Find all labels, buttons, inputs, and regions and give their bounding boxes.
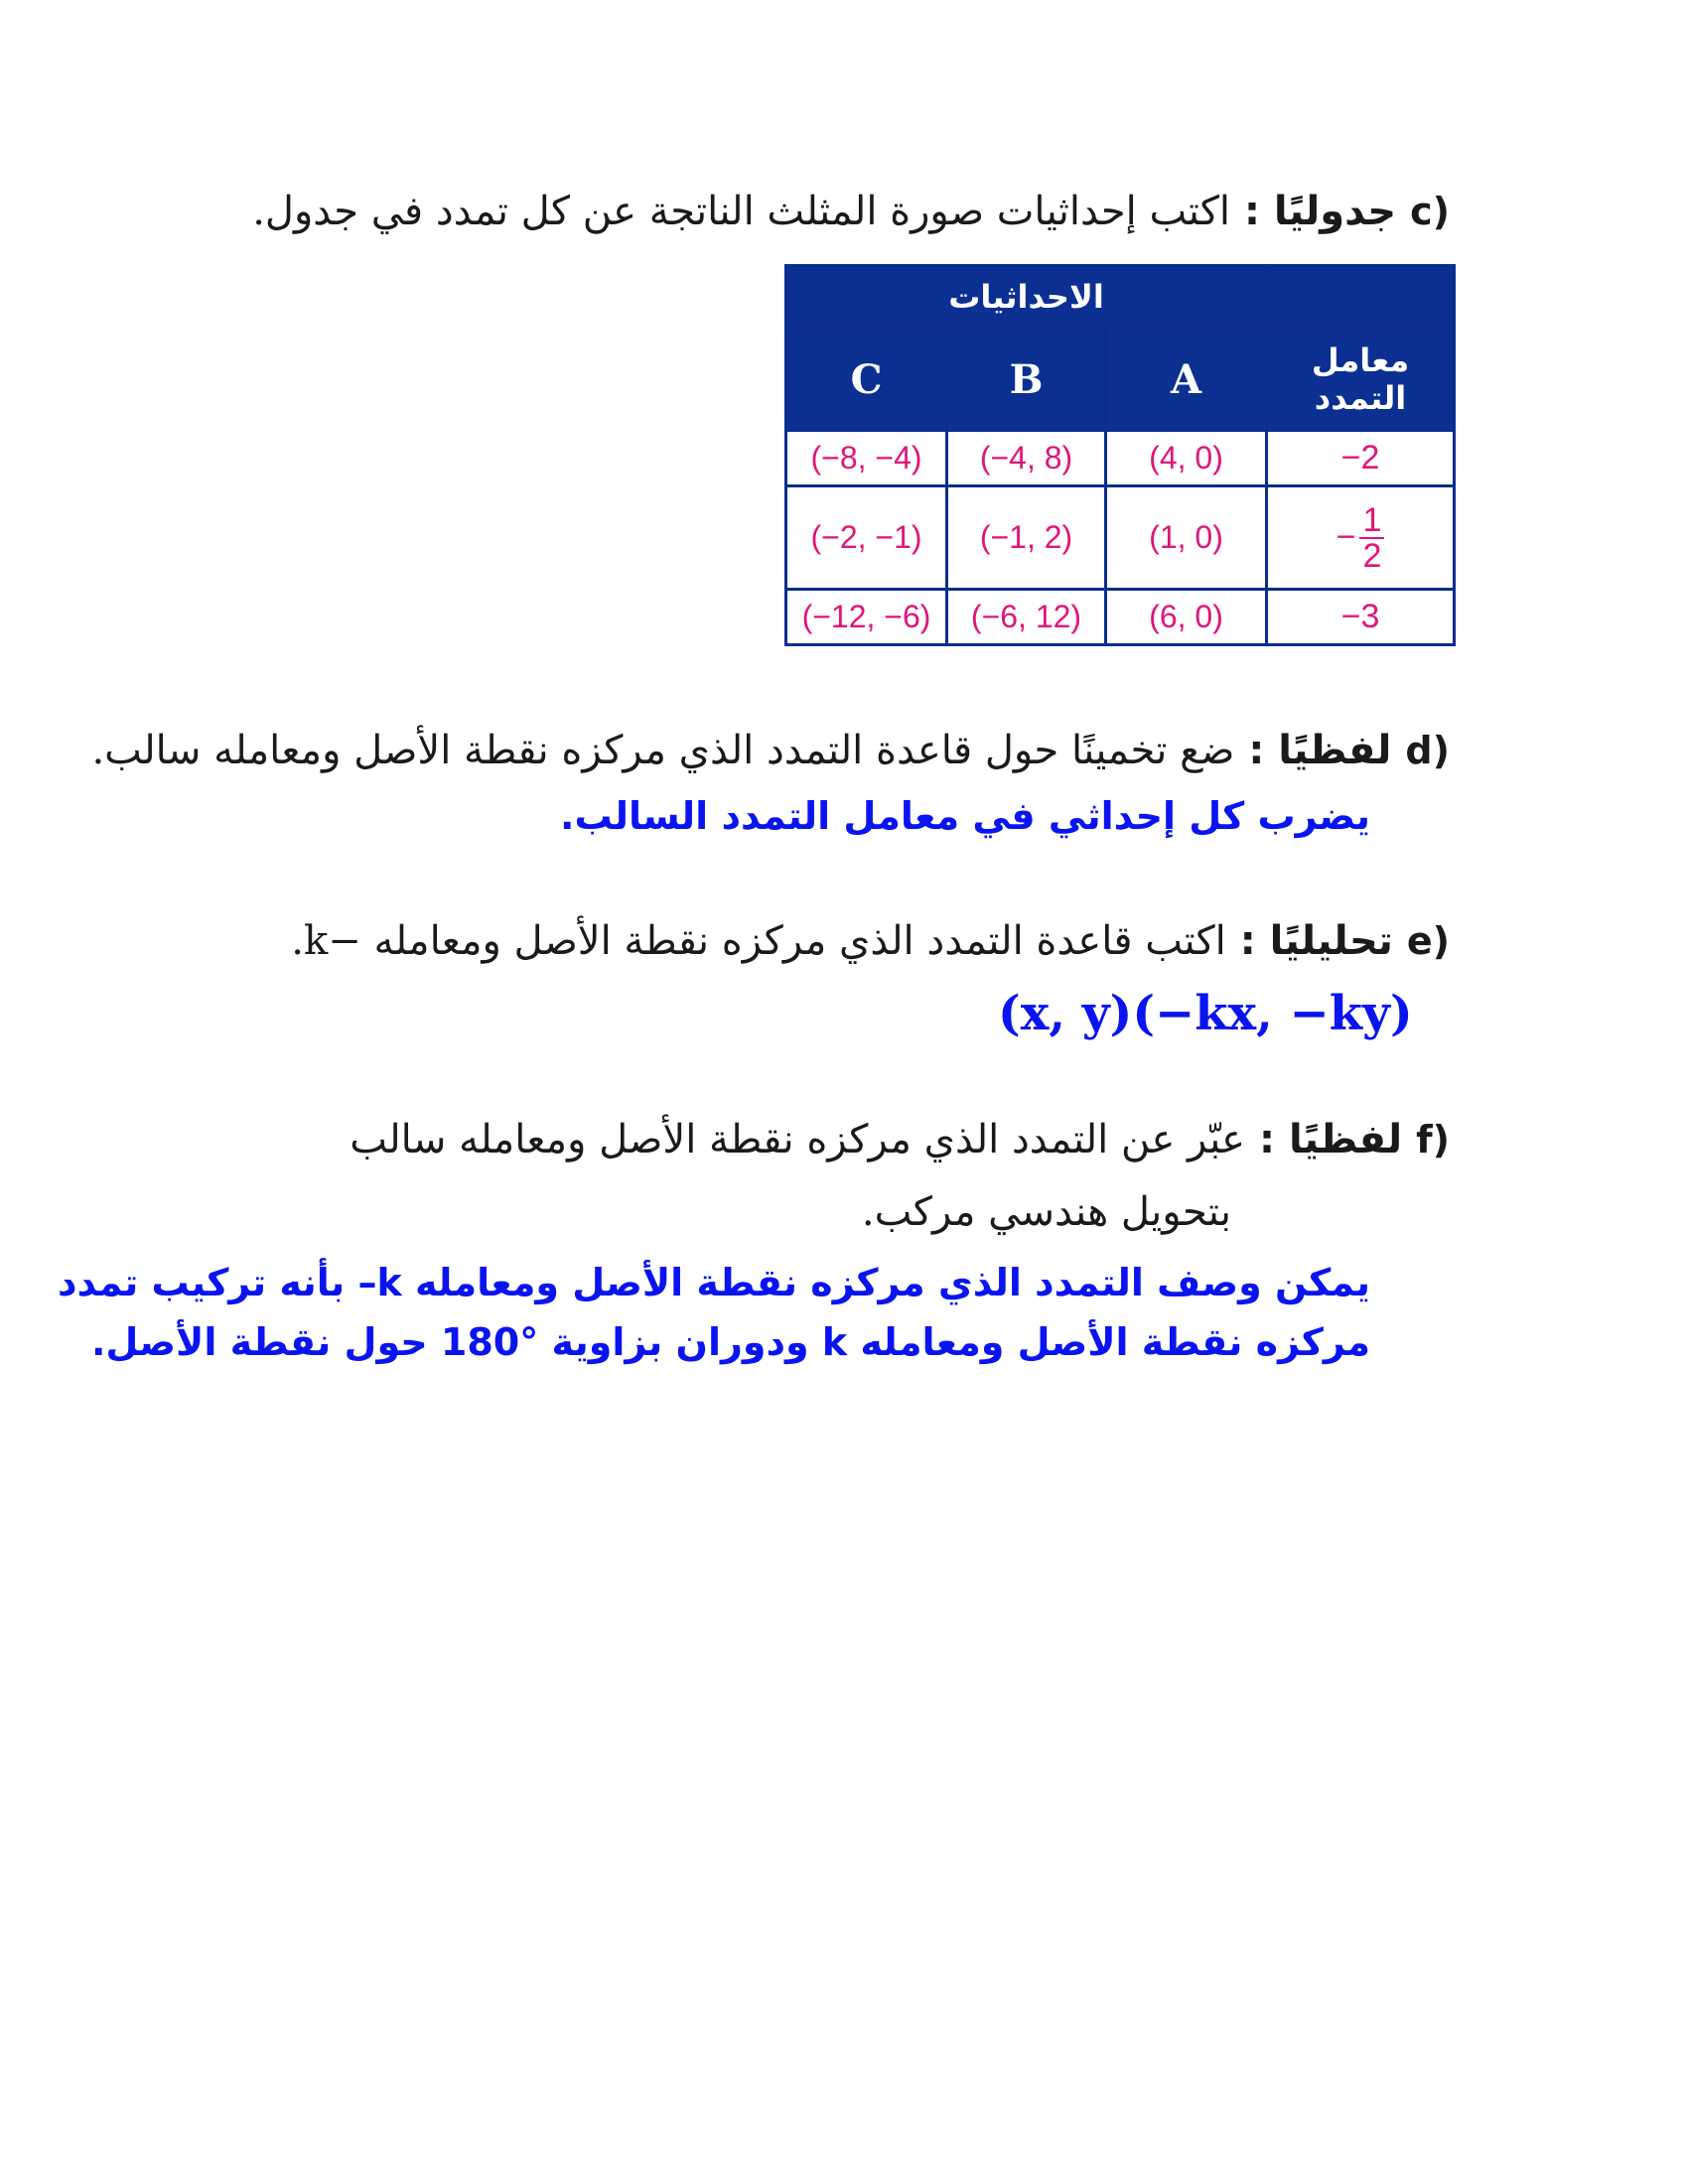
question-e-text: اكتب قاعدة التمدد الذي مركزه نقطة الأصل ومعامله −k. [291, 918, 1226, 964]
answer-f-line1: يمكن وصف التمدد الذي مركزه نقطة الأصل ومعامله k– بأنه تركيب تمدد [58, 1261, 1370, 1304]
question-f-label: لفظيًا : [1259, 1117, 1403, 1162]
factor-header-line1: معامل [1311, 341, 1410, 379]
column-header-factor [1267, 329, 1455, 431]
question-c-letter: c) [1410, 190, 1450, 233]
question-f-text-line2: بتحويل هندسي مركب. [861, 1189, 1231, 1235]
cell-a: (1, 0) [1106, 486, 1267, 590]
table-row [786, 486, 1455, 590]
cell-b: (−1, 2) [947, 486, 1106, 590]
question-c [252, 189, 1450, 234]
column-header-b: B [947, 329, 1106, 431]
cell-b: (−4, 8) [947, 431, 1106, 486]
cell-c: (−8, −4) [786, 431, 947, 486]
question-e-letter: e) [1406, 919, 1450, 963]
question-f [350, 1117, 1450, 1162]
question-e-label: تحليليًا : [1239, 918, 1393, 964]
cell-factor: −3 [1267, 590, 1455, 645]
table-row [786, 590, 1455, 645]
question-f-letter: f) [1416, 1118, 1450, 1161]
cell-a: (6, 0) [1106, 590, 1267, 645]
answer-d: يضرب كل إحداثي في معامل التمدد السالب. [560, 794, 1370, 838]
question-d-letter: d) [1405, 729, 1450, 772]
column-header-a: A [1106, 329, 1267, 431]
question-c-label: جدوليًا : [1244, 189, 1397, 234]
factor-denominator: 2 [1362, 536, 1382, 575]
answer-e: (x, y)(−kx, −ky) [998, 986, 1413, 1041]
column-header-c: C [786, 329, 947, 431]
answer-f-line2: مركزه نقطة الأصل ومعامله k ودوران بزاوية °180 حول نقطة الأصل. [90, 1320, 1370, 1364]
factor-numerator: 1 [1359, 503, 1384, 539]
cell-c: (−12, −6) [786, 590, 947, 645]
factor-fraction [1336, 500, 1385, 575]
question-e [291, 918, 1450, 964]
question-d [91, 728, 1450, 773]
cell-factor: −2 [1267, 431, 1455, 486]
question-f-text-line1: عبّر عن التمدد الذي مركزه نقطة الأصل ومعامله سالب [350, 1117, 1246, 1162]
factor-sign: − [1336, 518, 1356, 556]
cell-factor [1267, 486, 1455, 590]
factor-header-line2: التمدد [1314, 379, 1407, 417]
question-d-label: لفظيًا : [1248, 728, 1392, 773]
coordinates-table [784, 264, 1456, 646]
table-group-header: الاحداثيات [786, 266, 1267, 329]
question-d-text: ضع تخمينًا حول قاعدة التمدد الذي مركزه نقطة الأصل ومعامله سالب. [91, 728, 1235, 773]
cell-c: (−2, −1) [786, 486, 947, 590]
question-c-text: اكتب إحداثيات صورة المثلث الناتجة عن كل تمدد في جدول. [252, 189, 1230, 234]
table-row [786, 431, 1455, 486]
cell-b: (−6, 12) [947, 590, 1106, 645]
table-corner-cell [1267, 266, 1455, 329]
cell-a: (4, 0) [1106, 431, 1267, 486]
